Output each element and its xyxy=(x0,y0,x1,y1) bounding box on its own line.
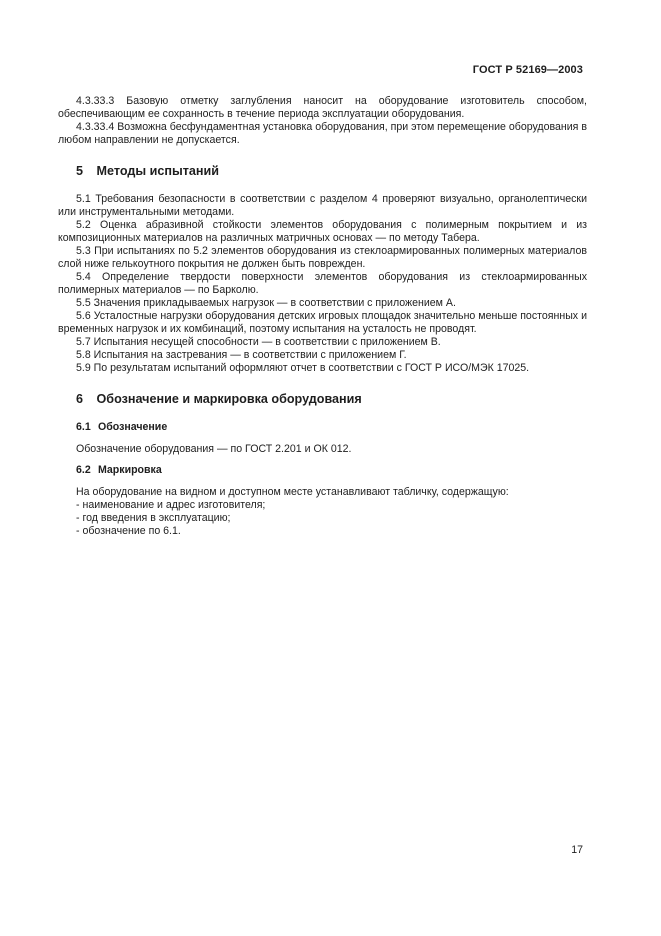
subsection-6-2-title: Маркировка xyxy=(97,464,162,476)
list-item: - обозначение по 6.1. xyxy=(76,525,181,537)
clause-5-9: 5.9 По результатам испытаний оформляют отчет в соответствии с ГОСТ Р ИСО/МЭК 17025. xyxy=(76,362,530,374)
section-5-number: 5 xyxy=(76,164,84,178)
subsection-6-2-intro: На оборудование на видном и доступном месте устанавливают табличку, содержащую: xyxy=(76,486,509,498)
section-5-title: Методы испытаний xyxy=(96,164,219,178)
document-header-id: ГОСТ Р 52169—2003 xyxy=(472,64,583,76)
subsection-6-1-heading xyxy=(58,421,587,434)
list-item: - год введения в эксплуатацию; xyxy=(76,512,231,524)
marking-list xyxy=(58,499,587,538)
clause-5-8: 5.8 Испытания на застревания — в соответствии с приложением Г. xyxy=(76,349,407,361)
clause-5-2: 5.2 Оценка абразивной стойкости элементов оборудования с полимерным покрытием и из композиционных материалов на различных матричных основах — по методу Табера. xyxy=(58,219,587,244)
subsection-6-1-title: Обозначение xyxy=(97,421,168,433)
clause-5-1: 5.1 Требования безопасности в соответствии с разделом 4 проверяют визуально, органолептически или инструментальными методами. xyxy=(58,193,587,218)
section-6-number: 6 xyxy=(76,392,84,406)
list-item: - наименование и адрес изготовителя; xyxy=(76,499,266,511)
section-5-heading xyxy=(58,164,587,179)
section-6-heading xyxy=(58,392,587,407)
page-content xyxy=(58,95,587,538)
clause-4-3-33-4: 4.3.33.4 Возможна бесфундаментная установка оборудования, при этом перемещение оборудования в любом направлении не допускается. xyxy=(58,121,587,146)
subsection-6-1-number: 6.1 xyxy=(76,421,91,433)
section-6-title: Обозначение и маркировка оборудования xyxy=(96,392,362,406)
clause-5-7: 5.7 Испытания несущей способности — в соответствии с приложением В. xyxy=(76,336,441,348)
clause-5-5: 5.5 Значения прикладываемых нагрузок — в соответствии с приложением А. xyxy=(76,297,456,309)
page-number: 17 xyxy=(571,844,583,856)
clause-5-6: 5.6 Усталостные нагрузки оборудования детских игровых площадок значительно меньше постоянных и временных нагрузок и их комбинаций, поэтому испытания на усталость не проводят. xyxy=(58,310,587,335)
subsection-6-1-text: Обозначение оборудования — по ГОСТ 2.201 и ОК 012. xyxy=(76,443,352,455)
clause-4-3-33-3: 4.3.33.3 Базовую отметку заглубления наносит на оборудование изготовитель способом, обеспечивающим ее сохранность в течение периода эксплуатации оборудования. xyxy=(58,95,587,120)
clause-5-4: 5.4 Определение твердости поверхности элементов оборудования из стеклоармированных полимерных материалов — по Барколю. xyxy=(58,271,587,296)
clause-5-3: 5.3 При испытаниях по 5.2 элементов оборудования из стеклоармированных полимерных материалов слой ниже гелькоутного покрытия не должен быть поврежден. xyxy=(58,245,587,270)
subsection-6-2-heading xyxy=(58,464,587,477)
subsection-6-2-number: 6.2 xyxy=(76,464,91,476)
